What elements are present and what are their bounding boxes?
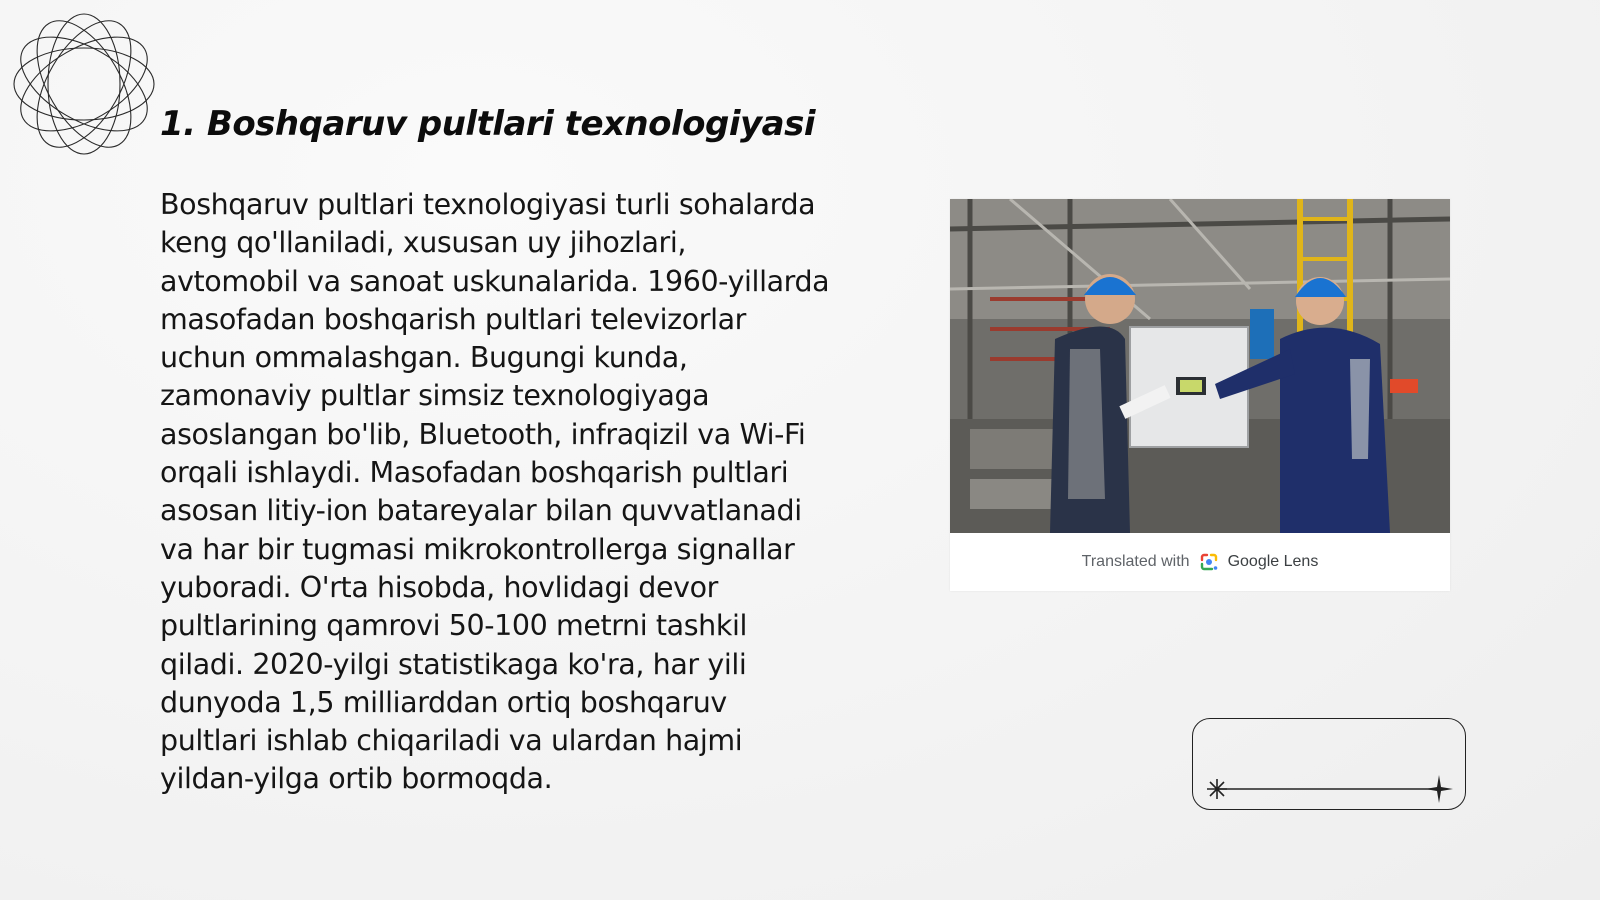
google-lens-icon [1198,551,1220,573]
spirograph-ornament-icon [8,8,160,160]
star-cross-icon [1425,775,1453,803]
google-lens-caption [950,533,1450,591]
workers-control-panel-photo [950,199,1450,533]
slide-body-text: Boshqaruv pultlari texnologiyasi turli sohalarda keng qo'llaniladi, xususan uy jihozlari, avtomobil va sanoat uskunalarida. 1960-yillarda masofadan boshqarish pultlari televizorlar uchun ommalashgan. Bugungi kunda, zamonaviy pultlar simsiz texnologiyaga asoslangan bo'lib, Bluetooth, infraqizil va Wi-Fi orqali ishlaydi. Masofadan boshqarish pultlari asosan litiy-ion batareyalar bilan quvvatlanadi va har bir tugmasi mikrokontrollerga signallar yuboradi. O'rta hisobda, hovlidagi devor pultlarining qamrovi 50-100 metrni tashkil qiladi. 2020-yilgi statistikaga ko'ra, har yili dunyoda 1,5 milliarddan ortiq boshqaruv pultlari ishlab chiqariladi va ulardan hajmi yildan-yilga ortib bormoqda. [160,188,830,796]
caption-brand: Google Lens [1227,553,1319,570]
caption-prefix: Translated with [1081,553,1190,570]
sparkle-icon [1207,779,1227,799]
slider-decoration [1193,719,1465,809]
photo-card [950,199,1450,591]
slide-title: 1. Boshqaruv pultlari texnologiyasi [160,104,815,144]
decorative-slider-frame [1192,718,1466,810]
